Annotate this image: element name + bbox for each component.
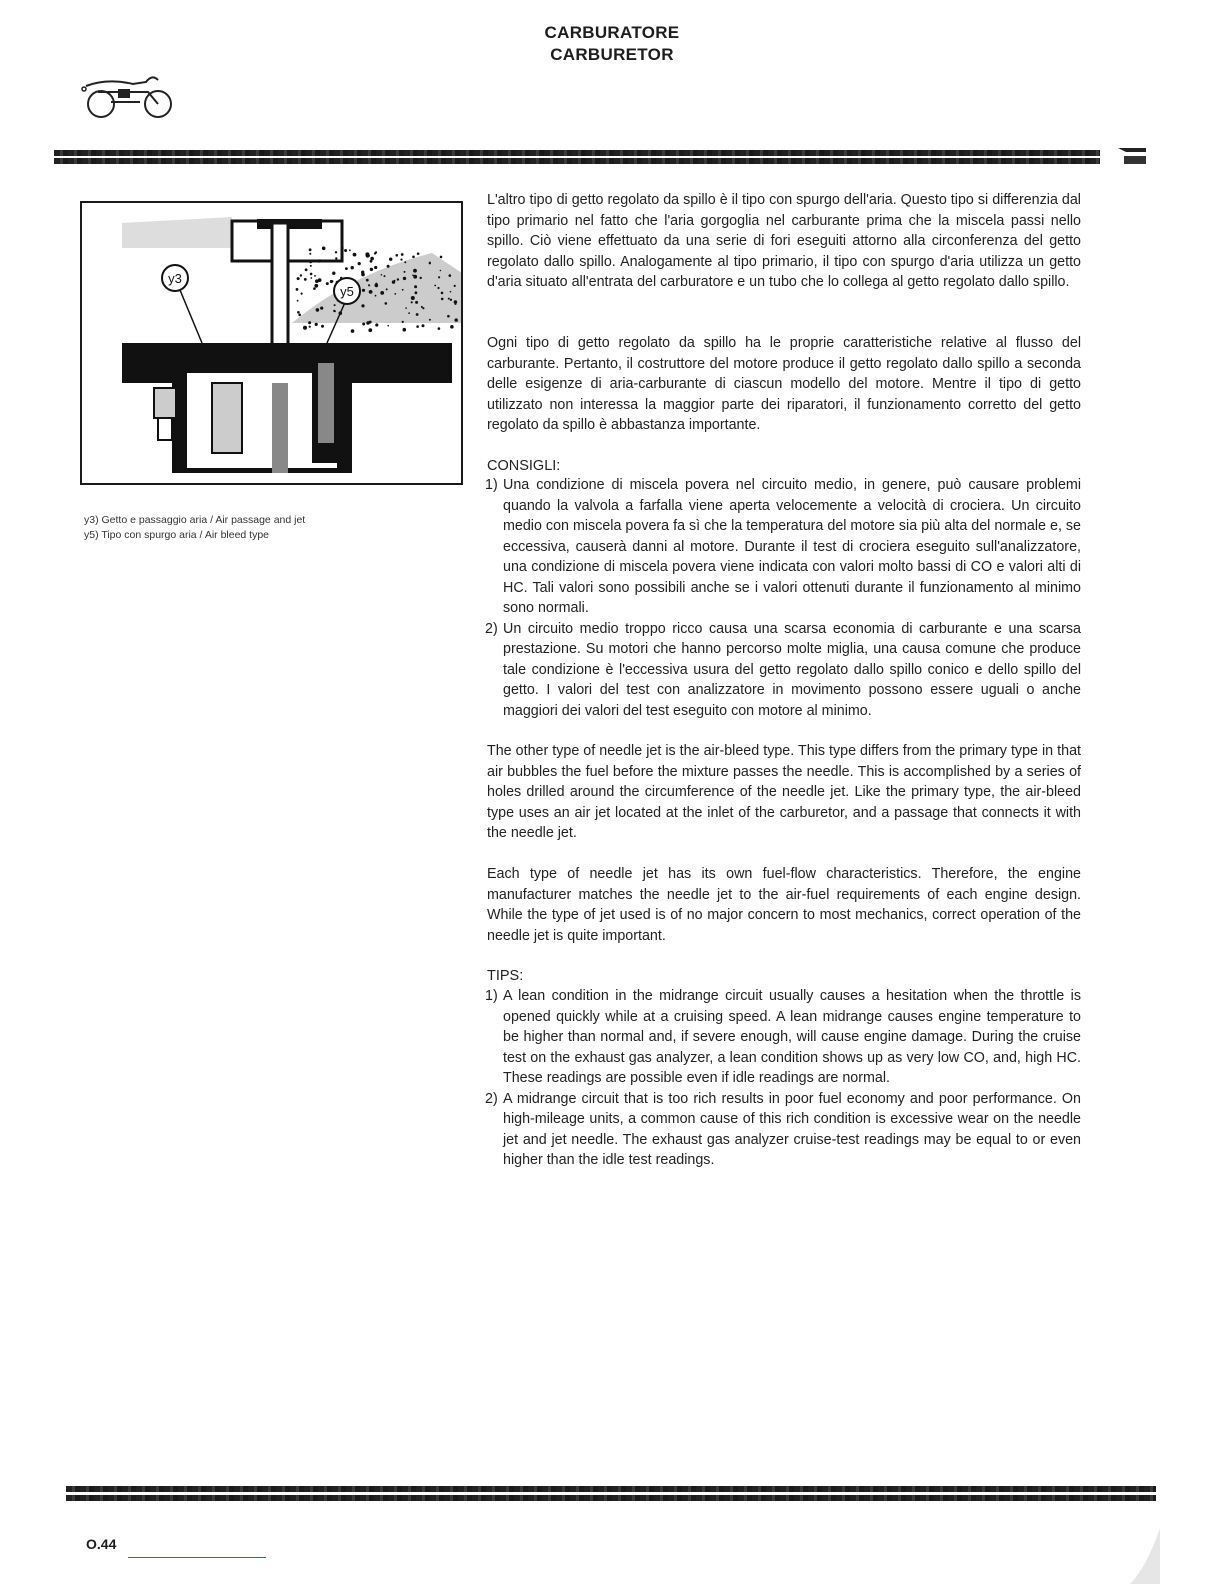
air-bubble-dot — [297, 277, 300, 280]
caption-line-y3: y3) Getto e passaggio aria / Air passage and jet — [84, 514, 306, 526]
air-bubble-dot — [309, 326, 311, 328]
air-bubble-dot — [455, 318, 458, 321]
italian-paragraph-2 — [487, 333, 1081, 436]
air-bubble-dot — [394, 280, 396, 282]
air-bubble-dot — [402, 321, 404, 323]
italian-paragraph-1-text: L'altro tipo di getto regolato da spillo è il tipo con spurgo dell'aria. Questo tipo si differenzia dal tipo primario nel fatto che l'aria gorgoglia nel carburante prima che la miscela passi nello spillo. Ciò viene effettuato da una serie di fori eseguiti attorno alla circonferenza del getto regolato dallo spillo. Analogamente al tipo primario, il tipo con spurgo d'aria utilizza un getto d'aria situato all'entrata del carburatore e un tubo che lo collega al getto regolato dallo spillo. — [487, 192, 1081, 290]
air-bubble-dot — [345, 267, 348, 270]
air-bubble-dot — [375, 284, 378, 287]
air-bubble-dot — [318, 278, 322, 282]
air-bubble-dot — [374, 252, 376, 254]
italian-tips-heading-text: CONSIGLI: — [487, 458, 561, 474]
air-bubble-dot — [297, 311, 300, 314]
air-bubble-dot — [408, 312, 410, 314]
air-bubble-dot — [297, 300, 299, 302]
air-bubble-dot — [438, 276, 440, 278]
air-bubble-dot — [332, 280, 334, 282]
english-paragraph-2-text: Each type of needle jet has its own fuel-flow characteristics. Therefore, the engine manufacturer matches the needle jet to the air-fuel requirements of each engine design. While the type of jet used is of no major concern to most mechanics, correct operation of the needle jet is quite important. — [487, 866, 1081, 944]
air-bubble-dot — [405, 307, 407, 309]
air-bubble-dot — [415, 291, 418, 294]
air-bubble-dot — [400, 259, 402, 261]
air-bubble-dot — [366, 279, 369, 282]
air-bubble-dot — [385, 302, 388, 305]
caption-line-y5: y5) Tipo con spurgo aria / Air bleed type — [84, 529, 270, 541]
air-bubble-dot — [441, 292, 444, 295]
air-bubble-dot — [316, 308, 320, 312]
english-paragraph-1-text: The other type of needle jet is the air-bleed type. This type differs from the primary type in that air bubbles the fuel before the mixture passes the needle. This is accomplished by a series of holes drilled around the circumference of the needle jet. Like the primary type, the air-bleed type uses an air jet located at the inlet of the carburetor, and a passage that connects it with the needle jet. — [487, 743, 1081, 841]
air-bubble-dot — [370, 268, 373, 271]
air-bubble-dot — [387, 265, 390, 268]
english-tips-heading — [487, 966, 1081, 986]
air-bubble-dot — [374, 266, 377, 269]
air-bubble-dot — [413, 275, 417, 279]
list-item-number: 2) — [485, 620, 498, 637]
air-bubble-dot — [402, 289, 404, 291]
italian-paragraph-2-text: Ogni tipo di getto regolato da spillo ha le proprie caratteristiche relative al flusso del carburante. Pertanto, il costruttore del motore produce il getto regolato dallo spillo a seconda delle esigenze di aria-carburante di ciascun modello del motore. Mentre il tipo di getto utilizzato non interessa la maggior parte dei riparatori, il funzionamento corretto del getto regolato da spillo è abbastanza importante. — [487, 335, 1081, 433]
list-item-text: Un circuito medio troppo ricco causa una scarsa economia di carburante e una scarsa prestazione. Su motori che hanno percorso molte miglia, una causa comune che produce tale condizione è l'eccessiva usura del getto regolato dallo spillo conico e dello spillo del getto. I valori del test con analizzatore in movimento possono essere uguali o anche maggiori dei valori del test eseguito con motore al minimo. — [503, 620, 1081, 719]
air-bubble-dot — [440, 270, 442, 272]
air-bubble-dot — [298, 314, 301, 317]
air-bubble-dot — [369, 290, 373, 294]
air-bubble-dot — [332, 272, 335, 275]
air-bubble-dot — [358, 262, 361, 265]
air-bubble-dot — [368, 328, 372, 332]
air-bubble-dot — [315, 323, 318, 326]
air-bubble-dot — [301, 293, 303, 295]
air-bubble-dot — [320, 307, 323, 310]
list-item — [487, 619, 1081, 722]
air-bubble-dot — [370, 257, 374, 261]
air-bubble-dot — [304, 278, 307, 281]
air-bubble-dot — [403, 277, 406, 280]
air-bubble-dot — [394, 293, 396, 295]
air-bubble-dot — [404, 261, 406, 263]
air-bubble-dot — [375, 295, 377, 297]
air-bubble-dot — [351, 266, 354, 269]
air-bubble-dot — [412, 274, 414, 276]
air-bubble-dot — [362, 289, 365, 292]
air-bubble-dot — [429, 262, 431, 264]
air-bubble-dot — [414, 285, 417, 288]
air-bubble-dot — [334, 304, 336, 306]
air-bubble-dot — [401, 253, 404, 256]
carburetor-diagram — [82, 203, 463, 485]
air-bubble-dot — [412, 256, 415, 259]
air-bubble-dot — [341, 247, 344, 250]
english-paragraph-2 — [487, 864, 1081, 946]
list-item-number: 1) — [485, 988, 498, 1004]
page-title-english: CARBURETOR — [550, 45, 674, 64]
page-tab-marker — [1118, 148, 1148, 166]
english-paragraph-1 — [487, 741, 1081, 844]
air-bubble-dot — [416, 325, 419, 328]
list-item — [487, 986, 1081, 1089]
air-bubble-dot — [455, 303, 457, 305]
callout-y3: y3 — [168, 271, 182, 286]
air-bubble-dot — [309, 261, 312, 264]
air-bubble-dot — [335, 251, 337, 253]
air-bubble-dot — [313, 287, 316, 290]
air-bubble-dot — [417, 252, 420, 255]
air-bubble-dot — [300, 274, 302, 276]
air-bubble-dot — [335, 257, 337, 259]
air-bubble-dot — [411, 301, 413, 303]
air-bubble-dot — [309, 253, 311, 255]
air-bubble-dot — [429, 319, 431, 321]
air-bubble-dot — [434, 285, 436, 287]
air-bubble-dot — [380, 291, 384, 295]
air-bubble-dot — [314, 275, 316, 277]
air-bubble-dot — [361, 273, 365, 277]
air-bubble-dot — [326, 282, 329, 285]
air-bubble-dot — [403, 328, 407, 332]
air-bubble-dot — [303, 326, 307, 330]
air-bubble-dot — [448, 298, 450, 300]
header-divider — [54, 150, 1100, 164]
air-bubble-dot — [449, 274, 452, 277]
air-bubble-dot — [397, 278, 399, 280]
air-bubble-dot — [314, 284, 318, 288]
air-bubble-dot — [420, 277, 422, 279]
air-bubble-dot — [421, 306, 423, 308]
list-item-text: A midrange circuit that is too rich results in poor fuel economy and poor performance. On high-mileage units, a common cause of this rich condition is excessive wear on the needle jet and jet needle. The exhaust gas analyzer cruise-test readings may be equal to or even higher than the idle test readings. — [503, 1090, 1081, 1168]
air-bubble-dot — [413, 269, 417, 273]
english-tips-heading-text: TIPS: — [487, 968, 524, 984]
air-bubble-dot — [353, 253, 357, 257]
air-bubble-dot — [349, 249, 351, 251]
air-bubble-dot — [404, 271, 406, 273]
air-bubble-dot — [384, 275, 386, 277]
air-bubble-dot — [447, 315, 450, 318]
air-bubble-dot — [416, 313, 419, 316]
list-item — [487, 1089, 1081, 1171]
callout-y5: y5 — [340, 284, 354, 299]
air-bubble-dot — [361, 304, 364, 307]
air-bubble-dot — [310, 273, 313, 276]
air-bubble-dot — [411, 296, 415, 300]
air-bubble-dot — [450, 299, 452, 301]
list-item-number: 2) — [485, 1090, 498, 1107]
italian-paragraph-1 — [487, 190, 1081, 293]
air-bubble-dot — [309, 248, 312, 251]
air-bubble-dot — [308, 321, 311, 324]
air-bubble-dot — [321, 325, 324, 328]
air-bubble-dot — [441, 298, 444, 301]
air-bubble-dot — [333, 310, 335, 312]
air-bubble-dot — [387, 325, 389, 327]
air-bubble-dot — [362, 323, 365, 326]
air-bubble-dot — [310, 265, 312, 267]
carburetor-figure — [80, 201, 463, 485]
footer-divider — [66, 1486, 1156, 1501]
air-bubble-dot — [322, 247, 326, 251]
air-bubble-dot — [319, 259, 321, 261]
air-bubble-dot — [386, 288, 388, 290]
air-bubble-dot — [344, 249, 347, 252]
air-bubble-dot — [450, 291, 452, 293]
air-bubble-dot — [368, 284, 370, 286]
air-bubble-dot — [375, 323, 378, 326]
air-bubble-dot — [296, 288, 299, 291]
air-bubble-dot — [438, 327, 441, 330]
air-bubble-dot — [305, 268, 308, 271]
air-bubble-dot — [310, 277, 312, 279]
list-item-text: Una condizione di miscela povera nel circuito medio, in genere, può causare problemi quando la valvola a farfalla viene aperta velocemente a velocità di crociera. Un circuito medio con miscela povera fa sì che la temperatura del motore sia più alta del normale e, se eccessiva, causerà danni al motore. Durante il test di crociera eseguito sull'analizzatore, una condizione di miscela povera viene indicata con valori molto bassi di CO e valori alti di HC. Tali valori sono possibili anche se i valori ottenuti durante il funzionamento al minimo sono normali. — [503, 477, 1081, 616]
air-bubble-dot — [365, 252, 369, 256]
air-bubble-dot — [450, 325, 454, 329]
page-curl — [1126, 1528, 1160, 1584]
air-bubble-dot — [415, 301, 418, 304]
air-bubble-dot — [370, 321, 372, 323]
air-bubble-dot — [351, 329, 355, 333]
air-bubble-dot — [381, 274, 383, 276]
air-bubble-dot — [396, 254, 399, 257]
air-bubble-dot — [422, 324, 425, 327]
motorcycle-icon — [78, 72, 178, 122]
list-item-number: 1) — [485, 477, 498, 493]
list-item — [487, 475, 1081, 619]
air-bubble-dot — [440, 256, 443, 259]
air-bubble-dot — [366, 321, 369, 324]
page-number: O.44 — [86, 1536, 117, 1552]
english-tips-list — [487, 986, 1081, 1171]
air-bubble-dot — [454, 285, 456, 287]
air-bubble-dot — [437, 287, 439, 289]
footer-link-underline — [128, 1557, 266, 1558]
page-title-italian: CARBURATORE — [544, 23, 680, 42]
figure-caption — [84, 513, 384, 543]
italian-tips-list — [487, 475, 1081, 721]
list-item-text: A lean condition in the midrange circuit usually causes a hesitation when the throttle is opened quickly while at a cruising speed. A lean midrange causes engine temperature to be higher than normal and, if severe enough, will cause engine damage. During the cruise test on the exhaust gas analyzer, a lean condition shows up as very low CO, and, high HC. These readings are possible even if idle readings are normal. — [503, 988, 1081, 1086]
air-bubble-dot — [370, 260, 373, 263]
italian-tips-heading — [487, 456, 1081, 476]
air-bubble-dot — [389, 258, 392, 261]
